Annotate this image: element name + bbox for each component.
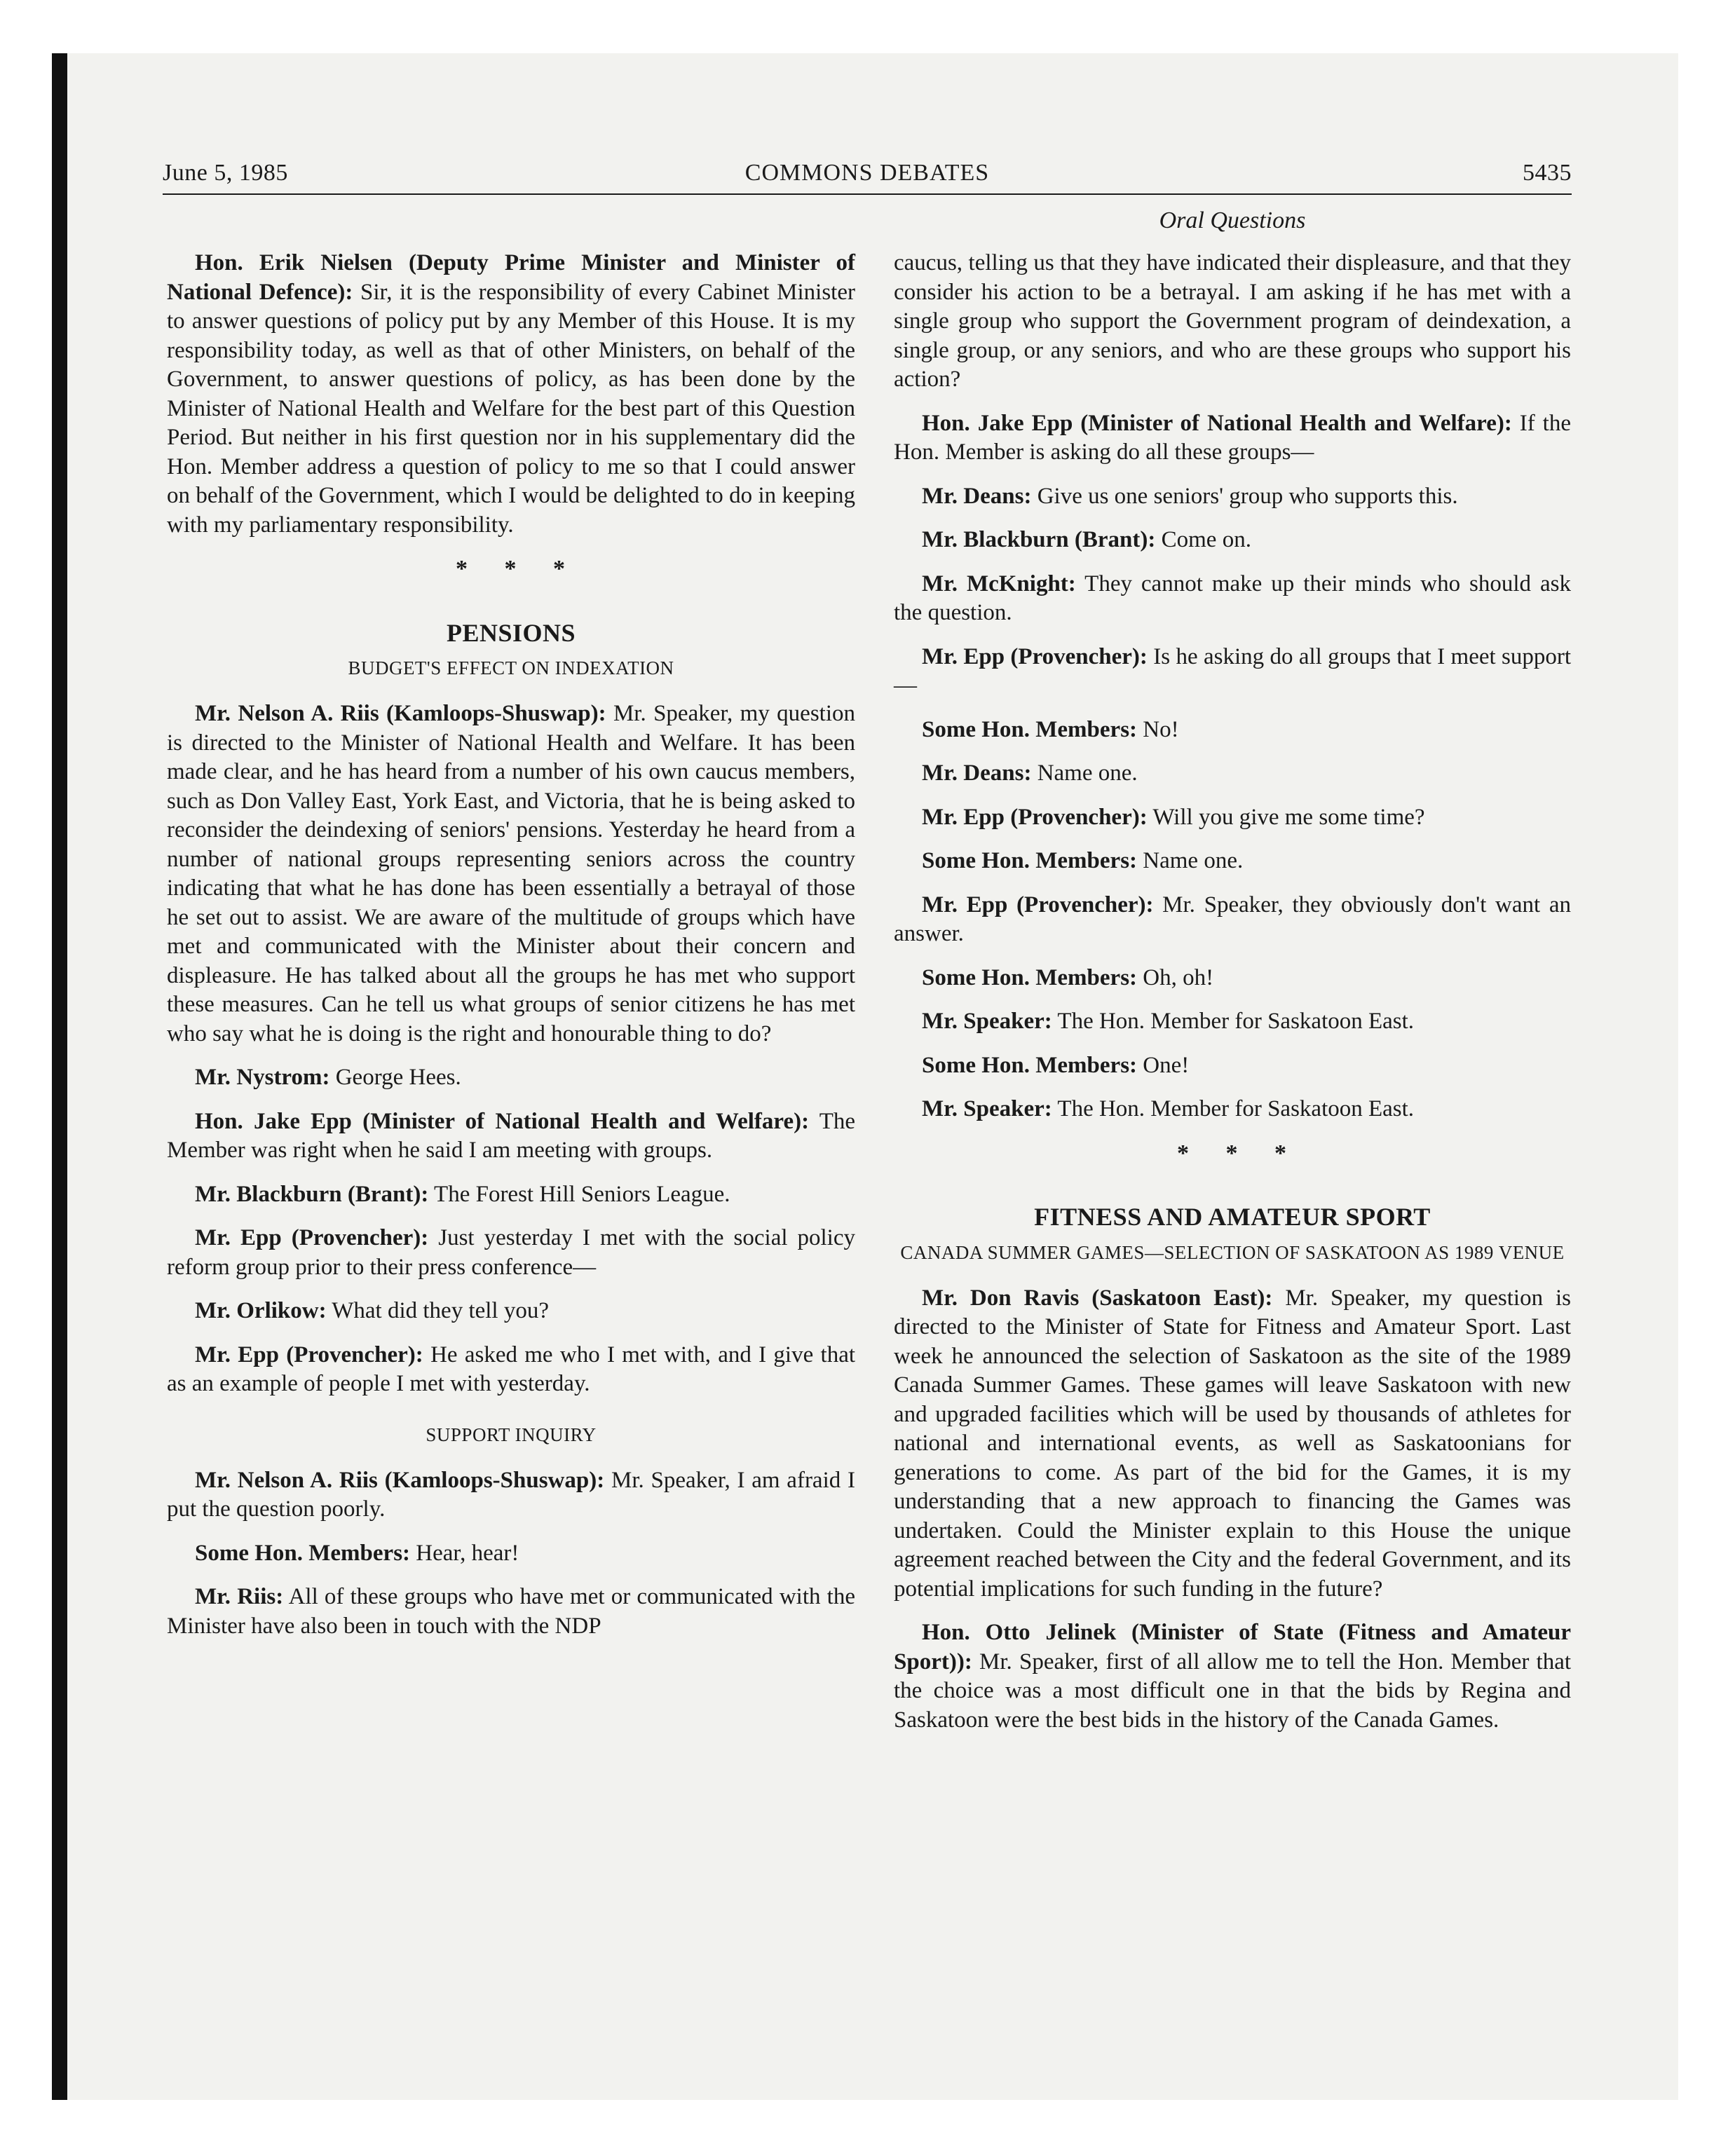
speaker-name: Hon. Erik Nielsen (Deputy Prime Minister and Minister of National Defence): [167,250,855,305]
speaker-name: Some Hon. Members: [922,848,1138,873]
speech-paragraph [167,1107,855,1166]
speaker-name: Some Hon. Members: [922,964,1138,990]
section-divider-stars: * * * [1177,1140,1302,1166]
speech-text: Mr. Speaker, my question is directed to the Minister of National Health and Welfare. It has been made clear, and he has heard from a number of his own caucus members, such as Don Valley East, York East, and Victoria, that he is being asked to reconsider the deindexing of seniors' pensions. Yesterday he heard from a number of national groups representing seniors across the country indicating that what he has done has been essentially a betrayal of those he set out to assist. We are aware of the multitude of groups which have met and communicated with the Minister about their concern and displeasure. He has talked about all the groups he has met who support these measures. Can he tell us what groups of senior citizens he has met who say what he is doing is the right and honourable thing to do? [167,701,855,1046]
speech-paragraph [894,409,1571,468]
speaker-name: Mr. Nystrom: [195,1065,330,1090]
speech-paragraph [894,1284,1571,1604]
section-divider-stars: * * * [456,556,580,582]
speech-paragraph [894,1051,1571,1081]
speech-text: Oh, oh! [1143,964,1214,990]
subheading: BUDGET'S EFFECT ON INDEXATION [348,657,674,678]
section-heading: FITNESS AND AMATEUR SPORT [1034,1203,1431,1231]
speaker-name: Mr. Epp (Provencher): [922,643,1148,669]
speech-paragraph [894,643,1571,701]
speaker-name: Hon. Otto Jelinek (Minister of State (Fitness and Amateur Sport)): [894,1620,1571,1674]
speech-text: They cannot make up their minds who should ask the question. [894,571,1571,625]
speaker-name: Mr. Deans: [922,760,1032,786]
page-header [163,160,1572,195]
speaker-name: Mr. Blackburn (Brant): [195,1181,429,1207]
speech-text: The Member was right when he said I am meeting with groups. [167,1108,855,1163]
speech-text: The Hon. Member for Saskatoon East. [1057,1009,1415,1034]
speaker-name: Some Hon. Members: [922,716,1138,742]
speaker-name: Mr. Speaker: [922,1096,1052,1121]
speaker-name: Mr. McKnight: [922,571,1076,596]
speaker-name: Some Hon. Members: [922,1052,1138,1078]
speaker-name: Mr. Epp (Provencher): [922,892,1154,917]
subheading: CANADA SUMMER GAMES—SELECTION OF SASKATOON AS 1989 VENUE [900,1241,1565,1263]
speaker-name: Mr. Don Ravis (Saskatoon East): [922,1285,1273,1311]
speech-paragraph [167,1583,855,1641]
speech-text: Give us one seniors' group who supports this. [1037,483,1458,509]
speech-text: The Forest Hill Seniors League. [434,1181,730,1207]
speech-text: Mr. Speaker, my question is directed to the Minister of State for Fitness and Amateur Sport. Last week he announced the selection of Saskatoon as the site of the 1989 Canada Summer Games. These games will leave Saskatoon with new and upgraded facilities which will be used by thousands of athletes for national and international events, as well as Saskatoonians for generations to come. As part of the bid for the Games, it is my understanding that a new approach to financing the Games was undertaken. Could the Minister explain to this House the unique agreement reached between the City and the federal Government, and its potential implications for such funding in the future? [894,1285,1571,1602]
speech-paragraph [894,759,1571,789]
header-rule [163,193,1572,195]
speaker-name: Mr. Epp (Provencher): [195,1342,423,1367]
speech-text: Name one. [1143,848,1244,873]
speech-text: Just yesterday I met with the social policy reform group prior to their press conference— [167,1225,855,1280]
speaker-name: Hon. Jake Epp (Minister of National Health and Welfare): [922,410,1512,436]
header-publication: COMMONS DEBATES [744,160,990,186]
speech-paragraph [894,803,1571,833]
speech-paragraph [167,1180,855,1210]
speaker-name: Mr. Epp (Provencher): [195,1225,429,1250]
speech-text: All of these groups who have met or communicated with the Minister have also been in touch with the NDP [167,1584,855,1639]
speaker-name: Mr. Nelson A. Riis (Kamloops-Shuswap): [195,1467,605,1493]
speech-text: caucus, telling us that they have indicated their displeasure, and that they consider his action to be a betrayal. I am asking if he has met with a single group who support the Government program of deindexation, a single group, or any seniors, and who are these groups who support his action? [894,250,1571,392]
speech-paragraph [894,249,1571,395]
speech-paragraph [894,526,1571,555]
subheading: SUPPORT INQUIRY [426,1424,597,1445]
speech-paragraph [167,249,855,540]
speech-text: Come on. [1161,527,1251,552]
speech-paragraph [894,1618,1571,1735]
speech-text: Name one. [1037,760,1138,786]
speaker-name: Some Hon. Members: [195,1540,411,1566]
speaker-name: Mr. Nelson A. Riis (Kamloops-Shuswap): [195,701,606,726]
speech-paragraph [167,700,855,1049]
speech-paragraph [167,1466,855,1524]
right-column [894,249,1571,1749]
speech-text: What did they tell you? [332,1298,549,1323]
speech-text: Hear, hear! [416,1540,519,1566]
speech-paragraph [894,1095,1571,1124]
speaker-name: Mr. Speaker: [922,1009,1052,1034]
speech-paragraph [167,1539,855,1569]
header-page-number: 5435 [1523,160,1572,186]
speech-paragraph [167,1063,855,1093]
speaker-name: Mr. Orlikow: [195,1298,327,1323]
running-head: Oral Questions [1159,207,1306,233]
speech-paragraph [894,716,1571,745]
speaker-name: Mr. Deans: [922,483,1032,509]
speech-text: Will you give me some time? [1152,804,1425,830]
scan-binding-edge [52,53,67,2100]
speech-text: George Hees. [335,1065,461,1090]
speech-paragraph [894,891,1571,949]
speech-text: The Hon. Member for Saskatoon East. [1057,1096,1415,1121]
speech-paragraph [167,1297,855,1326]
speech-text: Mr. Speaker, first of all allow me to tell the Hon. Member that the choice was a most difficult one in that the bids by Regina and Saskatoon were the best bids in the history of the Canada Games. [894,1649,1572,1733]
speech-paragraph [894,964,1571,993]
speech-paragraph [167,1341,855,1399]
speech-text: Sir, it is the responsibility of every Cabinet Minister to answer questions of policy put by any Member of this House. It is my responsibility today, as well as that of other Ministers, on behalf of the Government, to answer questions of policy, as has been done by the Minister of National Health and Welfare for the best part of this Question Period. But neither in his first question nor in his supplementary did the Hon. Member address a question of policy to me so that I could answer on behalf of the Government, which I would be delighted to do in keeping with my parliamentary responsibility. [167,279,855,538]
speech-text: One! [1143,1052,1190,1078]
speaker-name: Mr. Riis: [195,1584,284,1609]
speech-paragraph [894,1007,1571,1037]
speech-text: Mr. Speaker, they obviously don't want an answer. [894,892,1571,946]
speaker-name: Mr. Epp (Provencher): [922,804,1148,830]
speech-paragraph [167,1224,855,1282]
speech-text: If the Hon. Member is asking do all these groups— [894,410,1572,465]
section-heading: PENSIONS [446,618,576,647]
left-column [167,249,855,1656]
header-date: June 5, 1985 [163,160,288,186]
speaker-name: Hon. Jake Epp (Minister of National Health and Welfare): [195,1108,810,1134]
speech-text: No! [1143,716,1179,742]
speech-paragraph [894,482,1571,512]
speech-text: He asked me who I met with, and I give that as an example of people I met with yesterday. [167,1342,856,1396]
speech-text: Is he asking do all groups that I meet support— [894,643,1572,698]
speech-text: Mr. Speaker, I am afraid I put the question poorly. [167,1467,855,1522]
speech-paragraph [894,570,1571,628]
speech-paragraph [894,847,1571,876]
speaker-name: Mr. Blackburn (Brant): [922,527,1156,552]
